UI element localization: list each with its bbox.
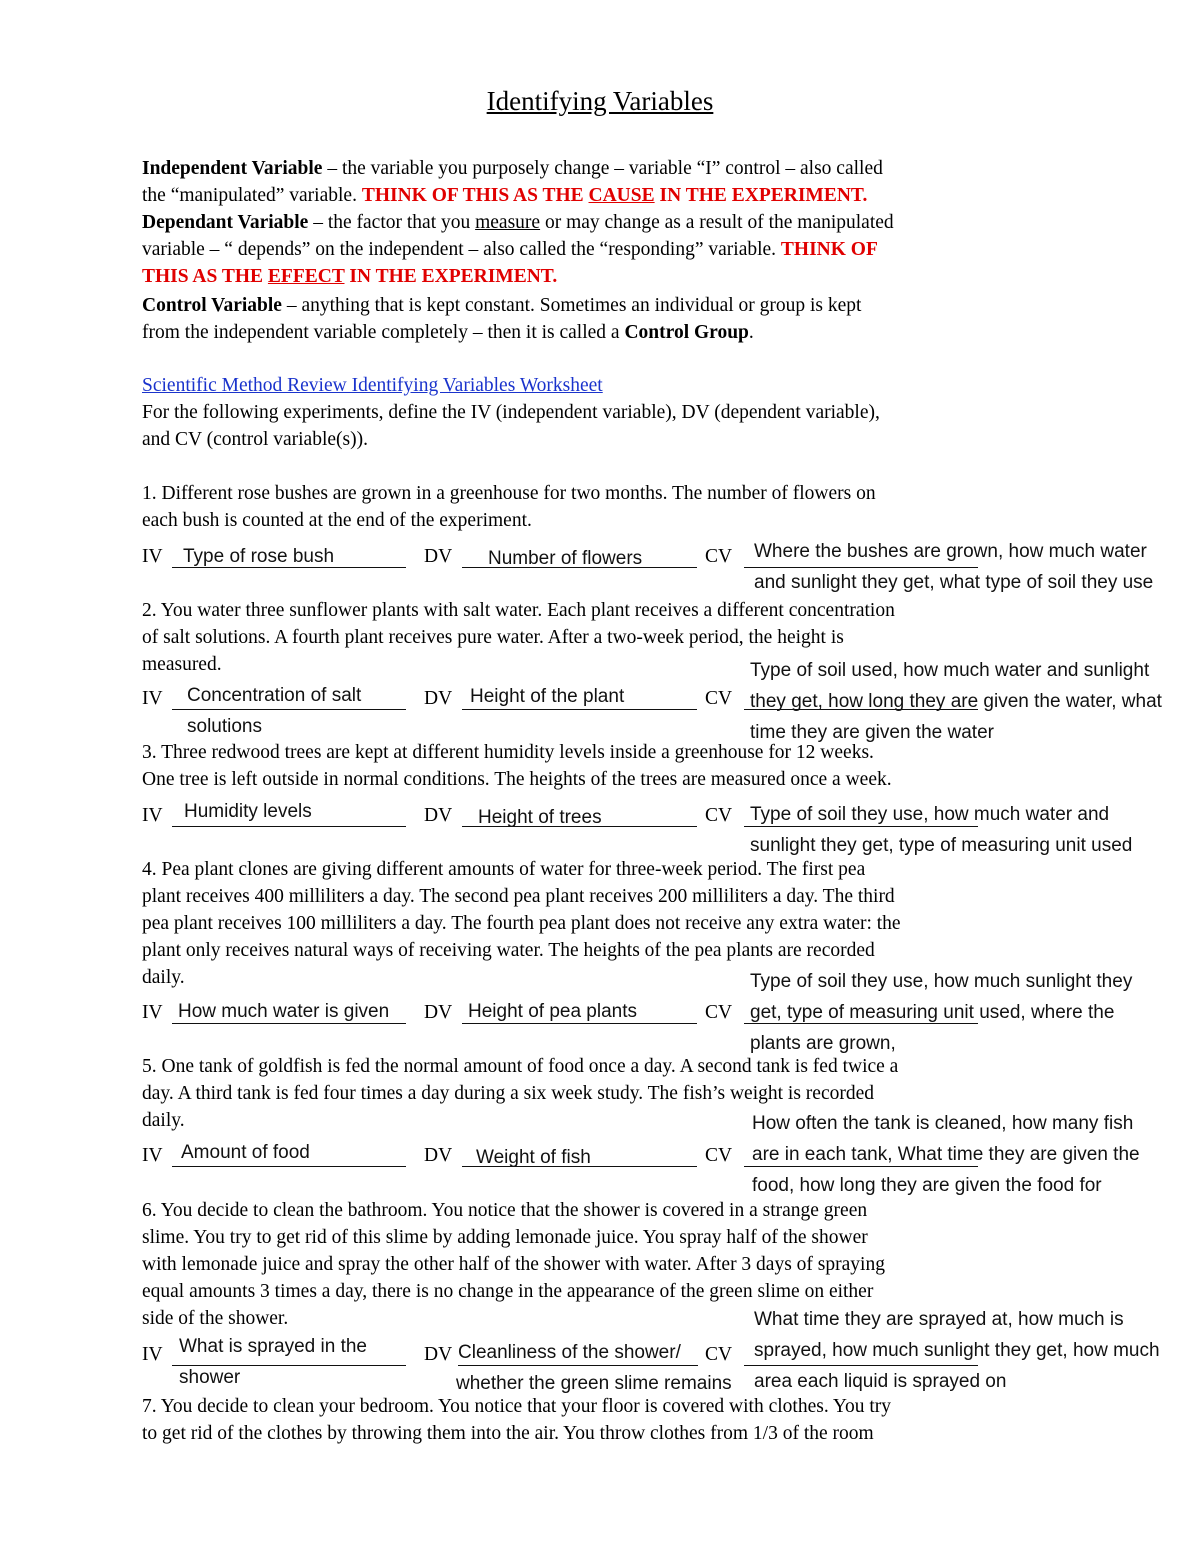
question-3-line-1: 3. Three redwood trees are kept at different humidity levels inside a greenhouse for 12 weeks. — [142, 742, 874, 763]
q3-iv-answer: Humidity levels — [184, 801, 312, 822]
intro-line-1: For the following experiments, define the IV (independent variable), DV (dependent variable), — [142, 402, 880, 423]
q6-cv-answer-line-1: What time they are sprayed at, how much is — [754, 1309, 1124, 1330]
question-6-line-1: 6. You decide to clean the bathroom. You notice that the shower is covered in a strange green — [142, 1200, 868, 1221]
q5-cv-answer-line-3: food, how long they are given the food for — [752, 1175, 1102, 1196]
dv-label: DV — [424, 546, 453, 567]
question-1-line-1: 1. Different rose bushes are grown in a greenhouse for two months. The number of flowers on — [142, 483, 876, 504]
dv-label: DV — [424, 1344, 453, 1365]
iv-label: IV — [142, 805, 163, 826]
question-4-line-5: daily. — [142, 967, 185, 988]
cv-label: CV — [705, 1002, 733, 1023]
q6-cv-answer-line-3: area each liquid is sprayed on — [754, 1371, 1007, 1392]
question-2-line-3: measured. — [142, 654, 222, 675]
q1-cv-answer-line-2: and sunlight they get, what type of soil they use — [754, 572, 1154, 593]
q2-cv-answer-line-1: Type of soil used, how much water and sunlight — [750, 660, 1150, 681]
q2-iv-answer-line-2: solutions — [187, 716, 262, 737]
dv-answer-blank[interactable] — [462, 709, 697, 710]
iv-answer-blank[interactable] — [172, 709, 406, 710]
question-2-line-2: of salt solutions. A fourth plant receives pure water. After a two-week period, the height is — [142, 627, 844, 648]
q4-iv-answer: How much water is given — [178, 1001, 390, 1022]
iv-definition-line-1: Independent Variable – the variable you purposely change – variable “I” control – also called — [142, 158, 883, 179]
iv-definition-line-2: the “manipulated” variable. THINK OF THIS AS THE CAUSE IN THE EXPERIMENT. — [142, 185, 868, 206]
iv-term: Independent Variable — [142, 158, 323, 179]
question-5-line-1: 5. One tank of goldfish is fed the normal amount of food once a day. A second tank is fed twice a — [142, 1056, 899, 1077]
q5-dv-answer: Weight of fish — [476, 1147, 591, 1168]
iv-label: IV — [142, 1344, 163, 1365]
page-title: Identifying Variables — [486, 86, 714, 116]
q2-cv-answer-line-2: they get, how long they are given the water, what — [750, 691, 1162, 712]
q6-cv-answer-line-2: sprayed, how much sunlight they get, how much — [754, 1340, 1160, 1361]
cv-definition-line-1: Control Variable – anything that is kept constant. Sometimes an individual or group is kept — [142, 295, 862, 316]
iv-label: IV — [142, 546, 163, 567]
iv-label: IV — [142, 1002, 163, 1023]
question-6-line-4: equal amounts 3 times a day, there is no change in the appearance of the green slime on either — [142, 1281, 874, 1302]
q2-dv-answer: Height of the plant — [470, 686, 625, 707]
intro-line-2: and CV (control variable(s)). — [142, 429, 368, 450]
q5-cv-answer-line-2: are in each tank, What time they are given the — [752, 1144, 1140, 1165]
question-2-line-1: 2. You water three sunflower plants with salt water. Each plant receives a different concentration — [142, 600, 895, 621]
cause-highlight: CAUSE — [588, 185, 655, 206]
dv-answer-blank[interactable] — [462, 1023, 697, 1024]
cv-term: Control Variable — [142, 295, 282, 316]
q4-cv-answer-line-2: get, type of measuring unit used, where the — [750, 1002, 1115, 1023]
q4-cv-answer-line-1: Type of soil they use, how much sunlight they — [750, 971, 1133, 992]
dv-label: DV — [424, 1002, 453, 1023]
q5-iv-answer: Amount of food — [181, 1142, 310, 1163]
dv-definition-line-1: Dependant Variable – the factor that you measure or may change as a result of the manipulated — [142, 212, 894, 233]
question-4-line-3: pea plant receives 100 milliliters a day. The fourth pea plant does not receive any extra water: the — [142, 913, 901, 934]
q3-cv-answer-line-2: sunlight they get, type of measuring unit used — [750, 835, 1133, 856]
dv-definition-line-3: THIS AS THE EFFECT IN THE EXPERIMENT. — [142, 266, 558, 287]
q6-iv-answer-line-2: shower — [179, 1367, 241, 1388]
dv-label: DV — [424, 1145, 453, 1166]
worksheet-link[interactable]: Scientific Method Review Identifying Variables Worksheet — [142, 375, 603, 396]
question-3-line-2: One tree is left outside in normal conditions. The heights of the trees are measured once a week. — [142, 769, 892, 790]
iv-answer-blank[interactable] — [172, 1365, 406, 1366]
cv-answer-blank[interactable] — [744, 1365, 978, 1366]
iv-label: IV — [142, 1145, 163, 1166]
q4-dv-answer: Height of pea plants — [468, 1001, 638, 1022]
question-6-line-2: slime. You try to get rid of this slime by adding lemonade juice. You spray half of the shower — [142, 1227, 868, 1248]
q1-cv-answer-line-1: Where the bushes are grown, how much water — [754, 541, 1147, 562]
question-1-line-2: each bush is counted at the end of the experiment. — [142, 510, 532, 531]
cv-label: CV — [705, 1145, 733, 1166]
cv-definition-line-2: from the independent variable completely – then it is called a Control Group. — [142, 322, 754, 343]
q6-dv-answer-line-1: Cleanliness of the shower/ — [458, 1342, 681, 1363]
q3-cv-answer-line-1: Type of soil they use, how much water and — [750, 804, 1110, 825]
dv-term: Dependant Variable — [142, 212, 309, 233]
q2-iv-answer-line-1: Concentration of salt — [187, 685, 362, 706]
dv-label: DV — [424, 805, 453, 826]
cv-label: CV — [705, 688, 733, 709]
dv-label: DV — [424, 688, 453, 709]
dv-definition-line-2: variable – “ depends” on the independent – also called the “responding” variable. THINK OF — [142, 239, 878, 260]
cv-label: CV — [705, 546, 733, 567]
question-6-line-3: with lemonade juice and spray the other half of the shower with water. After 3 days of spraying — [142, 1254, 885, 1275]
cv-label: CV — [705, 805, 733, 826]
cv-answer-blank[interactable] — [744, 826, 978, 827]
iv-label: IV — [142, 688, 163, 709]
q4-cv-answer-line-3: plants are grown, — [750, 1033, 896, 1054]
q5-cv-answer-line-1: How often the tank is cleaned, how many fish — [752, 1113, 1134, 1134]
effect-highlight: EFFECT — [267, 266, 345, 287]
cv-answer-blank[interactable] — [744, 567, 978, 568]
q2-cv-answer-line-3: time they are given the water — [750, 722, 994, 743]
question-7-line-2: to get rid of the clothes by throwing them into the air. You throw clothes from 1/3 of the room — [142, 1423, 874, 1444]
cv-label: CV — [705, 1344, 733, 1365]
question-7-line-1: 7. You decide to clean your bedroom. You notice that your floor is covered with clothes. You try — [142, 1396, 892, 1417]
iv-answer-blank[interactable] — [172, 1023, 406, 1024]
question-4-line-1: 4. Pea plant clones are giving different amounts of water for three-week period. The first pea — [142, 859, 866, 880]
question-4-line-4: plant only receives natural ways of receiving water. The heights of the pea plants are recorded — [142, 940, 875, 961]
q6-iv-answer-line-1: What is sprayed in the — [179, 1336, 367, 1357]
q6-dv-answer-line-2: whether the green slime remains — [456, 1373, 732, 1394]
q3-dv-answer: Height of trees — [478, 807, 602, 828]
cv-answer-blank[interactable] — [744, 1166, 978, 1167]
question-5-line-2: day. A third tank is fed four times a day during a six week study. The fish’s weight is recorded — [142, 1083, 875, 1104]
q1-iv-answer: Type of rose bush — [183, 546, 335, 567]
iv-answer-blank[interactable] — [172, 1166, 406, 1167]
dv-answer-blank[interactable] — [458, 1365, 698, 1366]
question-4-line-2: plant receives 400 milliliters a day. The second pea plant receives 200 milliliters a day. The third — [142, 886, 895, 907]
question-6-line-5: side of the shower. — [142, 1308, 289, 1329]
q1-dv-answer: Number of flowers — [488, 548, 643, 569]
question-5-line-3: daily. — [142, 1110, 185, 1131]
iv-answer-blank[interactable] — [172, 826, 406, 827]
